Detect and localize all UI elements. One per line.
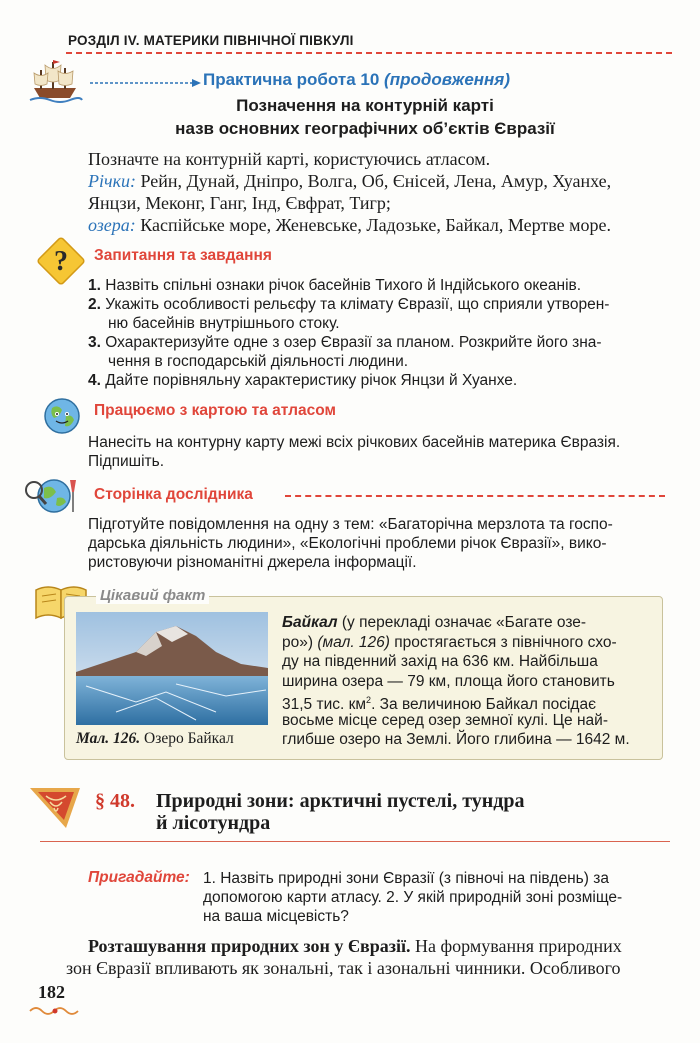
practical-instruction: Позначте на контурній карті, користуючись атласом. <box>88 149 491 169</box>
researcher-icon <box>24 474 84 518</box>
fact-line-2: ро») (мал. 126) простягається з північного схо- <box>282 633 617 651</box>
fact-line-5: 31,5 тис. $км^2$. За величиною Байкал посідає <box>282 695 597 714</box>
fact-caption: Мал. 126. Озеро Байкал <box>76 730 234 747</box>
remember-line-2: допомогою карти атласу. 2. У якій природній зоні розміще- <box>203 889 623 906</box>
fact-line-1: Байкал (у перекладі означає «Багате озе- <box>282 614 587 631</box>
lakes-line: озера: Каспійське море, Женевське, Ладозьке, Байкал, Мертве море. <box>88 215 612 235</box>
lakes-label: озера: <box>88 215 136 235</box>
question-1: 1. Назвіть спільні ознаки річок басейнів Тихого й Індійського океанів. <box>88 277 582 294</box>
research-title: Сторінка дослідника <box>94 486 253 503</box>
question-2-cont: ню басейнів внутрішнього стоку. <box>108 315 340 332</box>
rivers-line-1: Річки: Рейн, Дунай, Дніпро, Волга, Об, Єнісей, Лена, Амур, Хуанхе, <box>88 171 612 191</box>
question-2: 2. Укажіть особливості рельєфу та клімату Євразії, що сприяли утворен- <box>88 296 610 313</box>
page-ornament-icon <box>28 1004 82 1016</box>
practical-title: Практична робота 10 (продовження) <box>203 70 510 89</box>
fact-line-3: ду на південний захід на 636 км. Найбільша <box>282 653 598 670</box>
paragraph-number: § 48. <box>95 790 135 812</box>
question-4: 4. Дайте порівняльну характеристику річок Янцзи й Хуанхе. <box>88 372 518 389</box>
research-line-3: ристовуючи різноманітні джерела інформації. <box>88 554 417 571</box>
baikal-photo <box>76 612 268 725</box>
map-work-title: Працюємо з картою та атласом <box>94 402 336 419</box>
questions-title: Запитання та завдання <box>94 247 272 264</box>
arrow-icon <box>90 75 202 85</box>
header-divider <box>66 52 672 54</box>
research-line-1: Підготуйте повідомлення на одну з тем: «Багаторічна мерзлота та госпо- <box>88 516 613 533</box>
rivers-label: Річки: <box>88 171 136 191</box>
question-3: 3. Охарактеризуйте одне з озер Євразії за планом. Розкрийте його зна- <box>88 334 602 351</box>
ornament-icon <box>28 784 82 830</box>
svg-text:?: ? <box>54 246 68 277</box>
fact-line-6: восьме місце серед озер земної кулі. Це най- <box>282 711 608 729</box>
body-heading: Розташування природних зон у Євразії. <box>88 936 411 956</box>
research-divider <box>285 495 665 497</box>
fact-line-4: ширина озера — 79 км, площа його становить <box>282 672 615 690</box>
remember-line-3: на ваша місцевість? <box>203 908 349 925</box>
map-work-line-1: Нанесіть на контурну карту межі всіх річкових басейнів материка Євразія. <box>88 434 621 451</box>
practical-subtitle-1: Позначення на контурній карті <box>236 96 494 115</box>
paragraph-title-2: й лісотундра <box>156 812 271 834</box>
research-line-2: дарська діяльність людини», «Екологічні проблеми річок Євразії», вико- <box>88 535 607 552</box>
remember-line-1: 1. Назвіть природні зони Євразії (з півночі на південь) за <box>203 870 609 887</box>
practical-subtitle-2: назв основних географічних об’єктів Євразії <box>175 119 555 138</box>
page-number: 182 <box>38 982 65 1002</box>
fact-line-7: глибше озеро на Землі. Його глибина — 1642 м. <box>282 731 630 748</box>
question-icon <box>36 236 86 286</box>
question-3-cont: чення в господарській діяльності людини. <box>108 353 409 370</box>
fact-title: Цікавий факт <box>96 587 209 604</box>
body-line-1: Розташування природних зон у Євразії. На формування природних <box>88 936 622 956</box>
paragraph-title-1: Природні зони: арктичні пустелі, тундра <box>156 790 525 812</box>
remember-label: Пригадайте: <box>88 869 190 886</box>
paragraph-divider <box>40 841 670 842</box>
body-line-2: зон Євразії впливають як зональні, так і азональні чинники. Особливого <box>66 958 621 978</box>
map-work-line-2: Підпишіть. <box>88 453 165 470</box>
globe-icon <box>40 396 84 436</box>
rivers-line-2: Янцзи, Меконг, Ганг, Інд, Євфрат, Тигр; <box>88 193 391 213</box>
section-header: РОЗДІЛ IV. МАТЕРИКИ ПІВНІЧНОЇ ПІВКУЛІ <box>68 33 354 48</box>
